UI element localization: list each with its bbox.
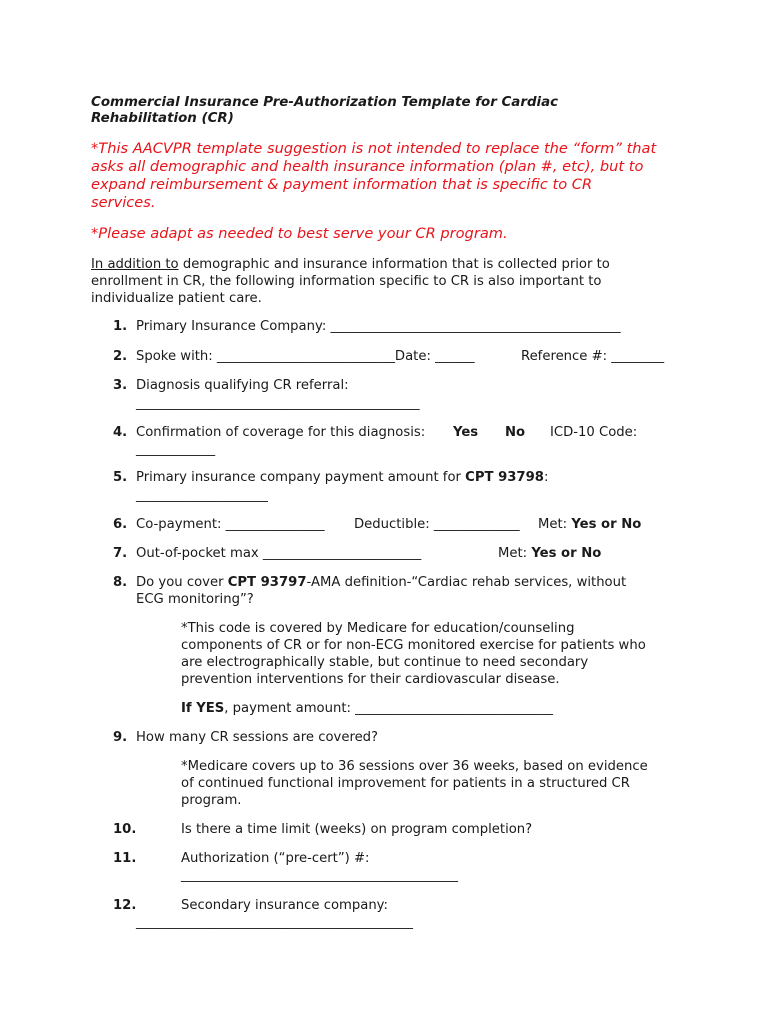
item-5-text: Primary insurance company payment amount for: [136, 470, 466, 485]
item-6-met-label: Met:: [538, 517, 572, 532]
notice-line4: services.: [91, 194, 156, 211]
item-4-no: No: [505, 425, 526, 440]
item-6-yes-or-no: Yes or No: [571, 517, 642, 532]
item-4-yes: Yes: [453, 425, 479, 440]
item-9-note-line3: program.: [181, 793, 242, 808]
item-9-sessions-covered: How many CR sessions are covered?: [136, 730, 379, 745]
item-11-blank: __________________________________________: [181, 868, 458, 883]
item-8-note-line3: are electrographically stable, but continue to need secondary: [181, 655, 589, 670]
item-5-colon: :: [543, 470, 549, 485]
intro-line2: enrollment in CR, the following information specific to CR is also important to: [91, 274, 602, 289]
item-7-yes-or-no: Yes or No: [531, 546, 602, 561]
item-12-number: 12.: [113, 898, 137, 913]
item-9-note-line2: of continued functional improvement for patients in a structured CR: [181, 776, 630, 791]
item-7-out-of-pocket: Out-of-pocket max ________________________: [136, 546, 422, 561]
item-9-number: 9.: [113, 730, 128, 745]
item-8-text: Do you cover: [136, 575, 228, 590]
item-5-blank: ____________________: [136, 488, 268, 503]
document-title-line2: Rehabilitation (CR): [91, 111, 234, 126]
item-4-icd-code: ICD-10 Code:: [550, 425, 638, 440]
notice-adapt: *Please adapt as needed to best serve your CR program.: [91, 225, 508, 242]
item-6-copayment: Co-payment: _______________: [136, 517, 325, 532]
item-8-cpt-code: CPT 93797: [227, 575, 307, 590]
item-10-number: 10.: [113, 822, 137, 837]
item-8-question-line1: [136, 574, 626, 591]
item-8-definition: -AMA definition-“Cardiac rehab services, without: [306, 575, 627, 590]
intro-line1-rest: demographic and insurance information that is collected prior to: [178, 257, 610, 272]
item-11-authorization: Authorization (“pre-cert”) #:: [181, 851, 370, 866]
item-3-diagnosis: Diagnosis qualifying CR referral:: [136, 378, 349, 393]
item-8-note-line1: *This code is covered by Medicare for education/counseling: [181, 621, 575, 636]
notice-line3: expand reimbursement & payment information that is specific to CR: [91, 176, 593, 193]
item-6-met: [538, 516, 641, 533]
intro-line1: [91, 256, 610, 273]
item-7-met-label: Met:: [498, 546, 532, 561]
item-8-if-yes-label: If YES: [181, 701, 225, 716]
item-12-blank: __________________________________________: [136, 915, 413, 930]
item-6-number: 6.: [113, 517, 128, 532]
item-8-note-line4: prevention interventions for their cardiovascular disease.: [181, 672, 560, 687]
item-2-spoke-with-date: Spoke with: ___________________________Date: ______: [136, 349, 475, 364]
intro-underlined: In addition to: [91, 257, 179, 272]
item-7-met: [498, 545, 601, 562]
item-8-payment-amount: , payment amount: ______________________________: [224, 701, 553, 716]
item-12-secondary-insurance: Secondary insurance company:: [181, 898, 388, 913]
item-4-number: 4.: [113, 425, 128, 440]
item-8-note-line2: components of CR or for non-ECG monitored exercise for patients who: [181, 638, 646, 653]
item-3-number: 3.: [113, 378, 128, 393]
item-11-number: 11.: [113, 851, 137, 866]
notice-line2: asks all demographic and health insurance information (plan #, etc), but to: [91, 158, 644, 175]
intro-line3: individualize patient care.: [91, 291, 262, 306]
item-4-confirmation: Confirmation of coverage for this diagnosis:: [136, 425, 426, 440]
item-9-note-line1: *Medicare covers up to 36 sessions over 36 weeks, based on evidence: [181, 759, 648, 774]
item-5-number: 5.: [113, 470, 128, 485]
item-8-number: 8.: [113, 575, 128, 590]
item-1-number: 1.: [113, 319, 128, 334]
item-6-deductible: Deductible: _____________: [354, 517, 520, 532]
item-8-if-yes: [181, 700, 553, 717]
document-title-line1: Commercial Insurance Pre-Authorization Template for Cardiac: [91, 95, 559, 110]
item-5-cpt-code: CPT 93798: [465, 470, 544, 485]
notice-line1: *This AACVPR template suggestion is not intended to replace the “form” that: [91, 140, 657, 157]
item-7-number: 7.: [113, 546, 128, 561]
item-3-blank: ___________________________________________: [136, 396, 420, 411]
item-5-payment-amount: [136, 469, 548, 486]
item-8-question-line2: ECG monitoring”?: [136, 592, 254, 607]
item-1-primary-insurance-company: Primary Insurance Company: ____________________________________________: [136, 319, 621, 334]
item-4-blank: ____________: [136, 442, 216, 457]
item-10-time-limit: Is there a time limit (weeks) on program completion?: [181, 822, 533, 837]
item-2-reference: Reference #: ________: [521, 349, 665, 364]
item-2-number: 2.: [113, 349, 128, 364]
